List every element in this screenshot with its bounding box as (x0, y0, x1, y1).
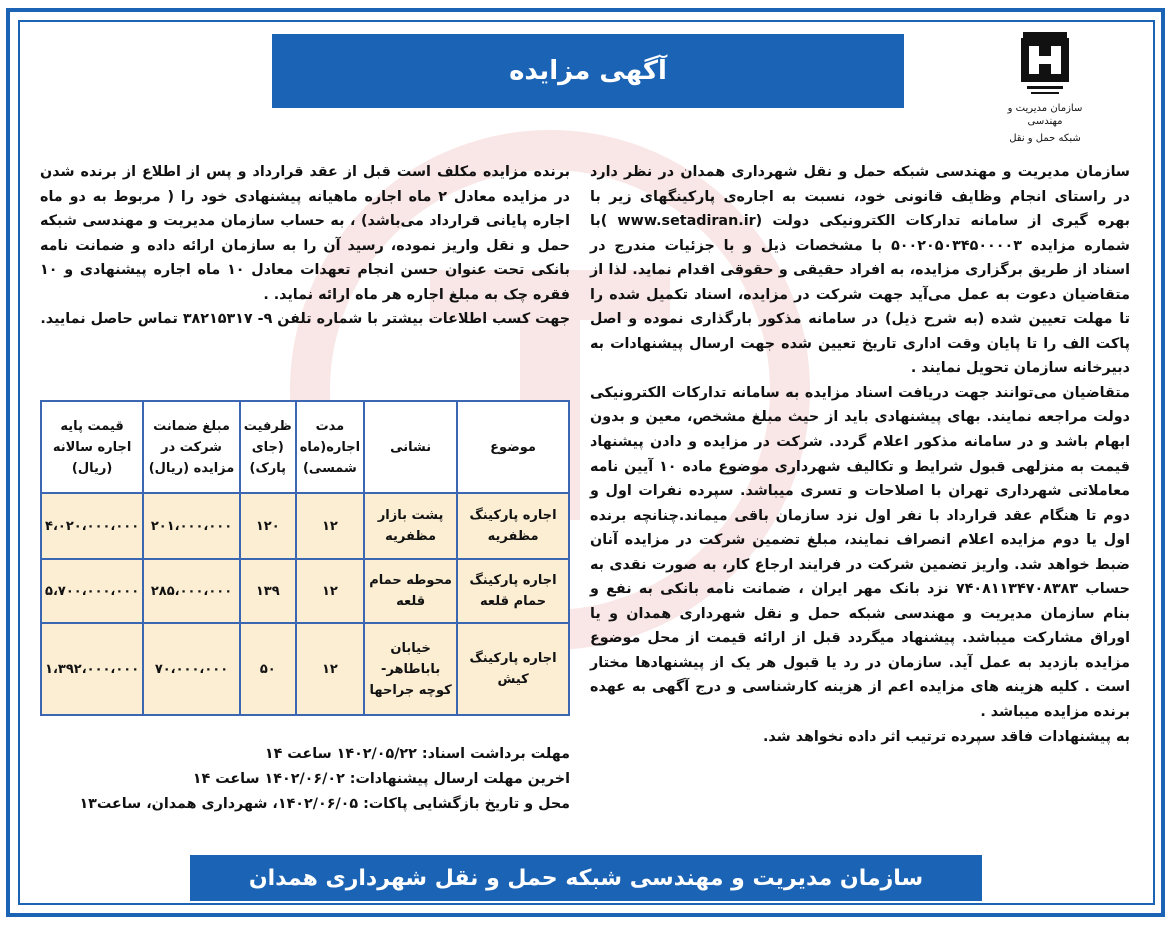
cell-base-price: ۴،۰۲۰،۰۰۰،۰۰۰ (41, 493, 143, 559)
org-name-line1: سازمان مدیریت و مهندسی (1007, 103, 1083, 127)
org-logo (990, 32, 1100, 142)
closing-line: به پیشنهادات فاقد سپرده ترتیب اثر داده نخواهد شد. (762, 728, 1130, 745)
header-capacity: ظرفیت (جای پارک) (240, 401, 296, 493)
table-row (41, 559, 569, 623)
footer-banner: سازمان مدیریت و مهندسی شبکه حمل و نقل شهرداری همدان (190, 855, 982, 901)
cell-base-price: ۵،۷۰۰،۰۰۰،۰۰۰ (41, 559, 143, 623)
cell-address: خیابان باباطاهر- کوچه جراحها (364, 623, 457, 715)
cell-capacity: ۵۰ (240, 623, 296, 715)
deadline-docs: مهلت برداشت اسناد: ۱۴۰۲/۰۵/۲۲ ساعت ۱۴ (264, 746, 570, 762)
cell-subject: اجاره پارکینگ مظفریه (457, 493, 569, 559)
table-header-row (41, 401, 569, 493)
header-guarantee: مبلغ ضمانت شرکت در مزایده (ریال) (143, 401, 240, 493)
cell-subject: اجاره پارکینگ حمام قلعه (457, 559, 569, 623)
cell-duration: ۱۲ (296, 493, 364, 559)
winner-paragraph: برنده مزایده مکلف است قبل از عقد قرارداد و پس از اطلاع از برنده شدن در مزایده معادل ۲ ماه اجاره ماهیانه پیشنهادی خود را ( مربوط به دو ماه اجاره پایانی قرارداد می‌باشد) ، به حساب سازمان مدیریت و مهندسی شبکه حمل و نقل واریز نموده، رسید آن را به سازمان ارائه داده و ضمانت نامه بانکی تحت عنوان حسن انجام تعهدات معادل ۱۰ ماه اجاره پیشنهادی و ۱۰ فقره چک به مبلغ اجاره هر ماه ارائه نماید. . (40, 164, 571, 303)
header-address: نشانی (364, 401, 457, 493)
conditions-paragraph: متقاضیان می‌توانند جهت دریافت اسناد مزایده به سامانه تدارکات الکترونیکی دولت مراجعه نمایند. بهای پیشنهادی باید از حیث مبلغ مشخص، معین و بدون ابهام باشد و در سامانه مذکور اعلام گردد. شرکت در مزایده و دادن پیشنهاد قیمت به منزلهی قبول شرایط و تکالیف شهرداری موضوع ماده ۱۰ آیین نامه معاملاتی شهرداری تهران با اصلاحات و تسری میباشد. سپرده نفرات اول و دوم تا هنگام عقد قرارداد با نفر اول نزد سازمان باقی میماند.چنانچه برنده اول یا دوم مزایده اعلام انصراف نمایند، مبلغ تضمین شرکت در مزایده آنان ضبط خواهد شد. واریز تضمین شرکت در فرایند ارجاع کار، به صورت نقدی به حساب ۷۴۰۸۱۱۳۴۷۰۸۳۸۳ نزد بانک مهر ایران ، ضمانت نامه بانکی به نفع و بنام سازمان مدیریت و مهندسی شبکه حمل و نقل شهرداری همدان و یا اوراق مشارکت میباشد. پیشنهاد میگردد قبل از ارائه قیمت از محل موضوع مزایده بازدید به عمل آید. سازمان در رد یا قبول هر یک از پیشنهادها مختار است . کلیه هزینه های مزایده اعم از هزینه کارشناسی و درج آگهی به عهده برنده مزایده میباشد . (590, 384, 1131, 721)
table-row (41, 623, 569, 715)
org-name-line2: شبکه حمل و نقل (1009, 133, 1081, 144)
org-logo-icon (1019, 32, 1071, 98)
cell-address: پشت بازار مظفریه (364, 493, 457, 559)
cell-guarantee: ۲۰۱،۰۰۰،۰۰۰ (143, 493, 240, 559)
header-base-price: قیمت پایه اجاره سالانه (ریال) (41, 401, 143, 493)
deadline-submit: اخرین مهلت ارسال پیشنهادات: ۱۴۰۲/۰۶/۰۲ ساعت ۱۴ (192, 771, 570, 787)
page-title: آگهی مزایده (272, 34, 904, 108)
cell-duration: ۱۲ (296, 623, 364, 715)
contact-line: جهت کسب اطلاعات بیشتر با شماره تلفن ۹- ۳۸۲۱۵۳۱۷ تماس حاصل نمایید. (40, 311, 570, 327)
deadline-opening: محل و تاریخ بازگشایی پاکات: ۱۴۰۲/۰۶/۰۵، شهرداری همدان، ساعت۱۳ (79, 796, 570, 812)
cell-base-price: ۱،۳۹۲،۰۰۰،۰۰۰ (41, 623, 143, 715)
cell-duration: ۱۲ (296, 559, 364, 623)
cell-capacity: ۱۲۰ (240, 493, 296, 559)
right-column (590, 160, 1130, 749)
cell-guarantee: ۲۸۵،۰۰۰،۰۰۰ (143, 559, 240, 623)
table-row (41, 493, 569, 559)
cell-guarantee: ۷۰،۰۰۰،۰۰۰ (143, 623, 240, 715)
lots-table (40, 400, 570, 716)
header-subject: موضوع (457, 401, 569, 493)
cell-capacity: ۱۳۹ (240, 559, 296, 623)
cell-subject: اجاره پارکینگ کیش (457, 623, 569, 715)
cell-address: محوطه حمام قلعه (364, 559, 457, 623)
deadlines-block (40, 742, 570, 817)
header-duration: مدت اجاره(ماه شمسی) (296, 401, 364, 493)
left-column (40, 160, 570, 332)
intro-paragraph: سازمان مدیریت و مهندسی شبکه حمل و نقل شهرداری همدان در نظر دارد در راستای انجام وظایف قانونی خود، نسبت به اجاره‌ی پارکینگهای زیر با بهره گیری از سامانه تدارکات الکترونیکی دولت (www.setadiran.ir )با شماره مزایده ۵۰۰۲۰۵۰۳۴۵۰۰۰۰۳ با مشخصات ذیل و با جزئیات مندرج در اسناد از طریق برگزاری مزایده، به افراد حقیقی و حقوقی اقدام نماید. لذا از متقاضیان دعوت به عمل می‌آید جهت شرکت در مزایده، اسناد تکمیل شده را تا مهلت تعیین شده (به شرح ذیل) در سامانه مذکور بارگذاری نموده و اصل پاکت الف را تا پایان وقت اداری تاریخ تعیین شده جهت ارسال پیشنهادات به دبیرخانه سازمان تحویل نمایند . (590, 164, 1131, 377)
